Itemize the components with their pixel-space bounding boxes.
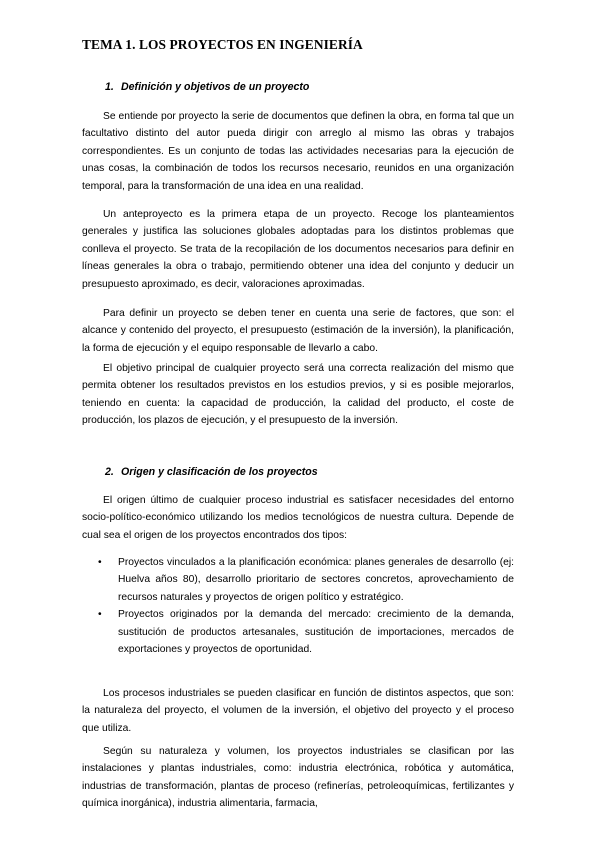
list-item-text: Proyectos originados por la demanda del mercado: crecimiento de la demanda, sustitución de productos artesanales, sustitución de importaciones, mercados de exportaciones y proyectos de oportunidad.: [118, 609, 514, 656]
paragraph-5: El origen último de cualquier proceso industrial es satisfacer necesidades del entorno socio-político-económico utilizando los medios tecnológicos de nuestra cultura. Depende de cual sea el origen de los proyectos encontrados dos tipos:: [82, 495, 514, 541]
bullet-icon: •: [98, 609, 102, 621]
paragraph-3: Para definir un proyecto se deben tener en cuenta una serie de factores, que son: el alcance y contenido del proyecto, el presupuesto (estimación de la inversión), la planificación, la forma de ejecución y el equipo responsable de llevarlo a cabo.: [82, 308, 514, 354]
page-title: TEMA 1. LOS PROYECTOS EN INGENIERÍA: [82, 37, 363, 52]
list-item: [98, 606, 514, 658]
section-number: 2.: [105, 466, 114, 478]
section-title: Origen y clasificación de los proyectos: [121, 466, 318, 478]
paragraph-4: El objetivo principal de cualquier proyecto será una correcta realización del mismo que permita obtener los resultados previstos en los estudios previos, y si es posible mejorarlos, teniendo en cuenta: la capacidad de producción, la calidad del producto, el coste de producción, los plazos de ejecución, y el presupuesto de la inversión.: [82, 363, 514, 427]
section-title: Definición y objetivos de un proyecto: [121, 81, 310, 93]
paragraph-1: Se entiende por proyecto la serie de documentos que definen la obra, en forma tal que un facultativo distinto del autor pueda dirigir con arreglo al mismo las obras y trabajos correspondientes. Es un conjunto de todas las actividades necesarias para la ejecución de unas cosas, la combinación de todos los recursos necesario, reunidos en una organización temporal, para la transformación de una idea en una realidad.: [82, 111, 514, 192]
list-item-text: Proyectos vinculados a la planificación económica: planes generales de desarrollo (ej: Huelva años 80), desarrollo prioritario de sectores concretos, aprovechamiento de recursos naturales y proyectos de origen político y estratégico.: [118, 557, 514, 603]
origin-list: [98, 554, 514, 658]
section-number: 1.: [105, 81, 114, 93]
bullet-icon: •: [98, 557, 102, 568]
section-heading-1: [105, 81, 309, 93]
paragraph-7: Según su naturaleza y volumen, los proyectos industriales se clasifican por las instalaciones y plantas industriales, como: industria electrónica, robótica y automática, industrias de transformación, plantas de proceso (refinerías, petroleoquímicas, fertilizantes y química inorgánica), industria alimentaria, farmacia,: [82, 746, 514, 810]
section-heading-2: [105, 466, 318, 478]
list-item: [98, 554, 514, 606]
paragraph-6: Los procesos industriales se pueden clasificar en función de distintos aspectos, que son: la naturaleza del proyecto, el volumen de la inversión, el objetivo del proyecto y el proceso que utiliza.: [82, 688, 514, 734]
paragraph-2: Un anteproyecto es la primera etapa de un proyecto. Recoge los planteamientos generales y justifica las soluciones globales adoptadas para los distintos problemas que conlleva el proyecto. Se trata de la recopilación de los documentos necesarios para definir en líneas generales la obra o trabajo, permitiendo obtener una idea del conjunto y deducir un presupuesto aproximado, es decir, valoraciones aproximadas.: [82, 209, 514, 290]
